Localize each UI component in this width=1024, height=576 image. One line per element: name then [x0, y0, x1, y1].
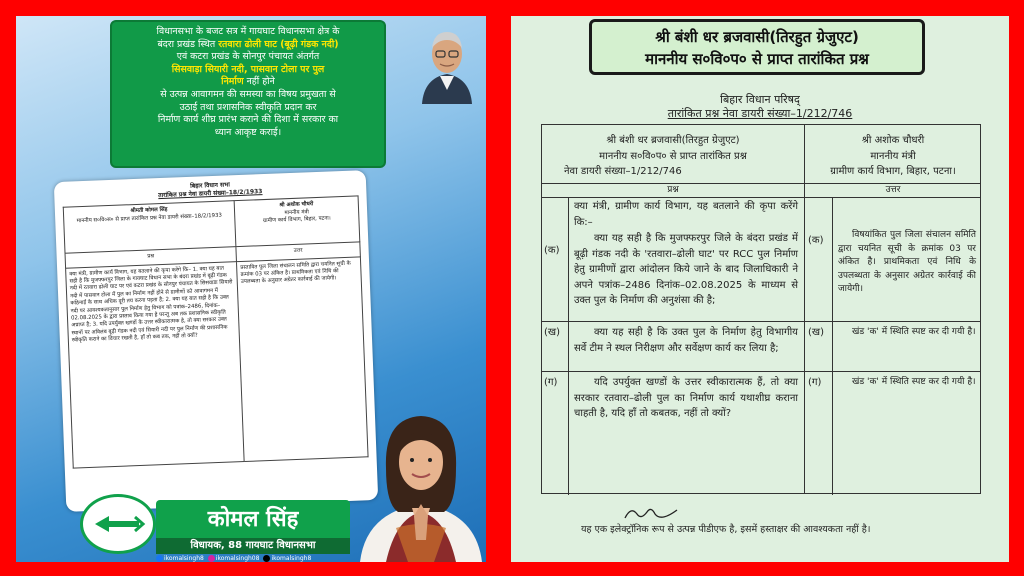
council-question-document	[511, 84, 1009, 562]
x-handle-text: ikomalsingh8	[271, 555, 312, 562]
a-ka-text: विषयांकित पुल जिला संचालन समिति द्वारा चयनित सूची के क्रमांक 03 पर अंकित है। प्राथमिकता एवं निधि के उपलब्धता के अनुसार अग्रेतर कार्रवाई की जायेगी।	[838, 230, 976, 294]
council-question-header	[542, 133, 804, 180]
paper-minister-title: माननीय मंत्री	[284, 208, 309, 216]
council-minister: श्री अशोक चौधरी	[861, 135, 925, 146]
summary-line-3: एवं कटरा प्रखंड के सोनपुर पंचायत अंतर्गत	[176, 51, 320, 63]
signature-mark	[621, 502, 681, 524]
council-table	[541, 124, 981, 494]
summary-line-7: उठाई तथा प्रशासनिक स्वीकृति प्रदान कर	[179, 101, 317, 113]
instagram-handle[interactable]	[208, 554, 260, 562]
row-divider-2	[542, 197, 980, 198]
council-answer-header	[804, 133, 982, 180]
summary-line-5	[118, 76, 378, 89]
council-questioner: श्री बंशी धर ब्रजवासी(तिरहुत ग्रेजुएट)	[606, 135, 740, 146]
right-panel	[511, 16, 1009, 562]
summary-box	[110, 20, 386, 168]
council-title-box	[589, 19, 925, 75]
council-question-intro: क्या मंत्री, ग्रामीण कार्य विभाग, यह बतलाने की कृपा करेंगे कि:–	[574, 201, 798, 228]
paper-prashn-label: प्रश्न	[65, 247, 237, 268]
a-ga-text: खंड 'क' में स्थिति स्पष्ट कर दी गयी है।	[852, 377, 976, 387]
social-handles	[156, 554, 356, 562]
paper-diary-number: तारांकित प्रश्न नेवा डायरी संख्या–18/2/1933	[158, 187, 263, 199]
q-ka-text: क्या यह सही है कि मुजफ्फरपुर जिले के बंदरा प्रखंड में बूढ़ी गंडक नदी के 'रतवारा–ढोली घाट' पर RCC पुल निर्माण हेतु ग्रामीणों द्वारा आंदोलन किये जाने के बाद जिलाधिकारी ने अपने पत्रांक–2486 दिनांक–02.08.2025 के माध्यम से उक्त पुल के निर्माण की अनुशंसा की है;	[574, 233, 798, 306]
paper-uttar-label: उत्तर	[236, 242, 360, 261]
politician-photo	[416, 20, 478, 104]
q-ka-label: (क)	[544, 245, 560, 256]
paper-question-body: क्या मंत्री, ग्रामीण कार्य विभाग, यह बतलाने की कृपा करेंगे कि– 1. क्या यह बात सही है कि मुजफ्फरपुर जिला के गायघाट विधान सभा के बंदरा प्रखंड में बूढ़ी गंडक नदी में रतवारा ढोली घाट पर एवं कटरा प्रखंड के सोनपुर पंचायत के सिसवाडा सियारी नदी में पासवान टोला में पुल का निर्माण नहीं होने से ग्रामीणों को आवागमन में कठिनाई के साथ अधिक दूरी तय करना पड़ता है; 2. क्या यह बात सही है कि उक्त नदी पर आवश्यकतानुसार पुल निर्माण हेतु विभाग को पत्रांक–2486, दिनांक–02.08.2025 के द्वारा प्रस्ताव किया गया है परन्तु अब तक प्रशासनिक स्वीकृति अप्राप्त है; 3. यदि उपर्युक्त खण्डों के उत्तर स्वीकारात्मक है, तो क्या सरकार उक्त स्थानों पर अविलंब बूढ़ी गंडक नदी एवं सियारी नदी पर पुल निर्माण की प्रशासनिक स्वीकृति कराने का विचार रखती है, हाँ तो कब तक, नहीं तो क्यों?	[66, 261, 245, 467]
left-panel	[16, 16, 486, 562]
electronic-note: यह एक इलेक्ट्रॉनिक रूप से उत्पन्न पीडीएफ है, इसमें हस्ताक्षर की आवश्यकता नहीं है।	[581, 524, 871, 535]
summary-line-8: निर्माण कार्य शीघ्र प्रारंभ कराने की दिशा में सरकार का	[157, 114, 339, 126]
summary-line-1: विधानसभा के बजट सत्र में गायघाट विधानसभा क्षेत्र के	[156, 26, 340, 37]
mla-name-banner: कोमल सिंह	[156, 500, 350, 540]
council-questioner-sub: माननीय स०वि०प० से प्राप्त तारांकित प्रश्न	[599, 150, 747, 162]
row-divider-3	[542, 321, 980, 322]
arrow-icon	[83, 497, 153, 551]
council-prashn-label: प्रश्न	[667, 185, 679, 195]
council-title-line-1: श्री बंशी धर ब्रजवासी(तिरहुत ग्रेजुएट)	[655, 28, 859, 46]
paper-questioner-sub: माननीय स०वि०स० से प्राप्त तारांकित प्रश्न नेवा डायरी संख्या–18/2/1933	[76, 212, 223, 224]
facebook-handle-text: ikomalsingh8	[164, 555, 204, 562]
paper-minister: श्री अशोक चौधरी	[279, 201, 314, 209]
facebook-handle[interactable]	[156, 554, 204, 562]
summary-line-5b: नहीं होने	[243, 76, 275, 88]
paper-answer-header	[234, 196, 360, 247]
x-icon	[263, 555, 270, 562]
q-ga-text: यदि उपर्युक्त खण्डों के उत्तर स्वीकारात्मक हैं, तो क्या सरकार रतवारा–ढोली पुल का निर्माण कार्य यथाशीघ्र कराना चाहती है, यदि हाँ तो कबतक, नहीं तो क्यों?	[574, 377, 798, 419]
summary-highlight-2: सिसवाड़ा सियारी नदी, पासवान टोला पर पुल	[171, 63, 325, 75]
council-title-line-2: माननीय स०वि०प० से प्राप्त तारांकित प्रश्न	[645, 50, 869, 68]
x-handle[interactable]	[263, 554, 311, 562]
council-diary-number: तारांकित प्रश्न नेवा डायरी संख्या–1/212/746	[667, 107, 853, 120]
instagram-handle-text: ikomalsingh08	[215, 555, 260, 562]
assembly-question-paper	[54, 170, 378, 512]
a-kha-text: खंड 'क' में स्थिति स्पष्ट कर दी गयी है।	[852, 327, 976, 337]
summary-highlight-1: रतवारा ढोली घाट (बूढ़ी गंडक नदी)	[218, 38, 339, 50]
a-label-divider	[832, 197, 833, 495]
q-ga-label: (ग)	[544, 377, 558, 388]
mla-photo	[356, 408, 486, 562]
a-ga-label: (ग)	[808, 377, 822, 388]
instagram-icon	[208, 555, 215, 562]
paper-heading: बिहार विधान सभा	[190, 181, 230, 190]
paper-question-header	[63, 201, 236, 254]
council-uttar-label: उत्तर	[885, 185, 901, 195]
q-label-divider	[568, 197, 569, 495]
paper-minister-dept: ग्रामीण कार्य विभाग, बिहार, पटना।	[263, 215, 331, 225]
summary-line-2	[118, 39, 378, 52]
row-divider-4	[542, 371, 980, 372]
summary-highlight-3: निर्माण	[221, 76, 244, 88]
a-kha-label: (ख)	[808, 327, 824, 338]
council-minister-title: माननीय मंत्री	[870, 150, 916, 162]
council-heading: बिहार विधान परिषद्	[720, 93, 800, 106]
paper-table	[63, 196, 369, 469]
party-logo	[80, 494, 156, 554]
paper-answer-body: प्रस्तावित पुल जिला संचालन समिति द्वारा चयनित सूची के क्रमांक 03 पर अंकित है। प्राथमिकता एवं निधि की उपलब्धता के अनुसार अग्रेतर कार्रवाई की जायेगी।	[237, 256, 368, 461]
mla-subtitle: विधायक, 88 गायघाट विधानसभा	[156, 538, 350, 554]
a-ka-label: (क)	[808, 235, 824, 246]
council-questioner-diary: नेवा डायरी संख्या–1/212/746	[564, 166, 682, 177]
q-kha-label: (ख)	[544, 327, 560, 338]
q-kha-text: क्या यह सही है कि उक्त पुल के निर्माण हेतु विभागीय सर्वे टीम ने स्थल निरीक्षण और सर्वेक्षण कार्य कर लिया है;	[574, 327, 798, 354]
summary-line-6: से उत्पन्न आवागमन की समस्या का विषय प्रमुखता से	[160, 88, 336, 100]
facebook-icon	[156, 555, 163, 562]
council-minister-dept: ग्रामीण कार्य विभाग, बिहार, पटना।	[830, 166, 956, 177]
column-divider	[804, 125, 805, 493]
paper-questioner: श्रीमती कोमल सिंह	[130, 206, 168, 215]
summary-line-9: ध्यान आकृष्ट कराई।	[214, 126, 282, 138]
summary-line-2a: बंदरा प्रखंड स्थित	[157, 38, 219, 50]
